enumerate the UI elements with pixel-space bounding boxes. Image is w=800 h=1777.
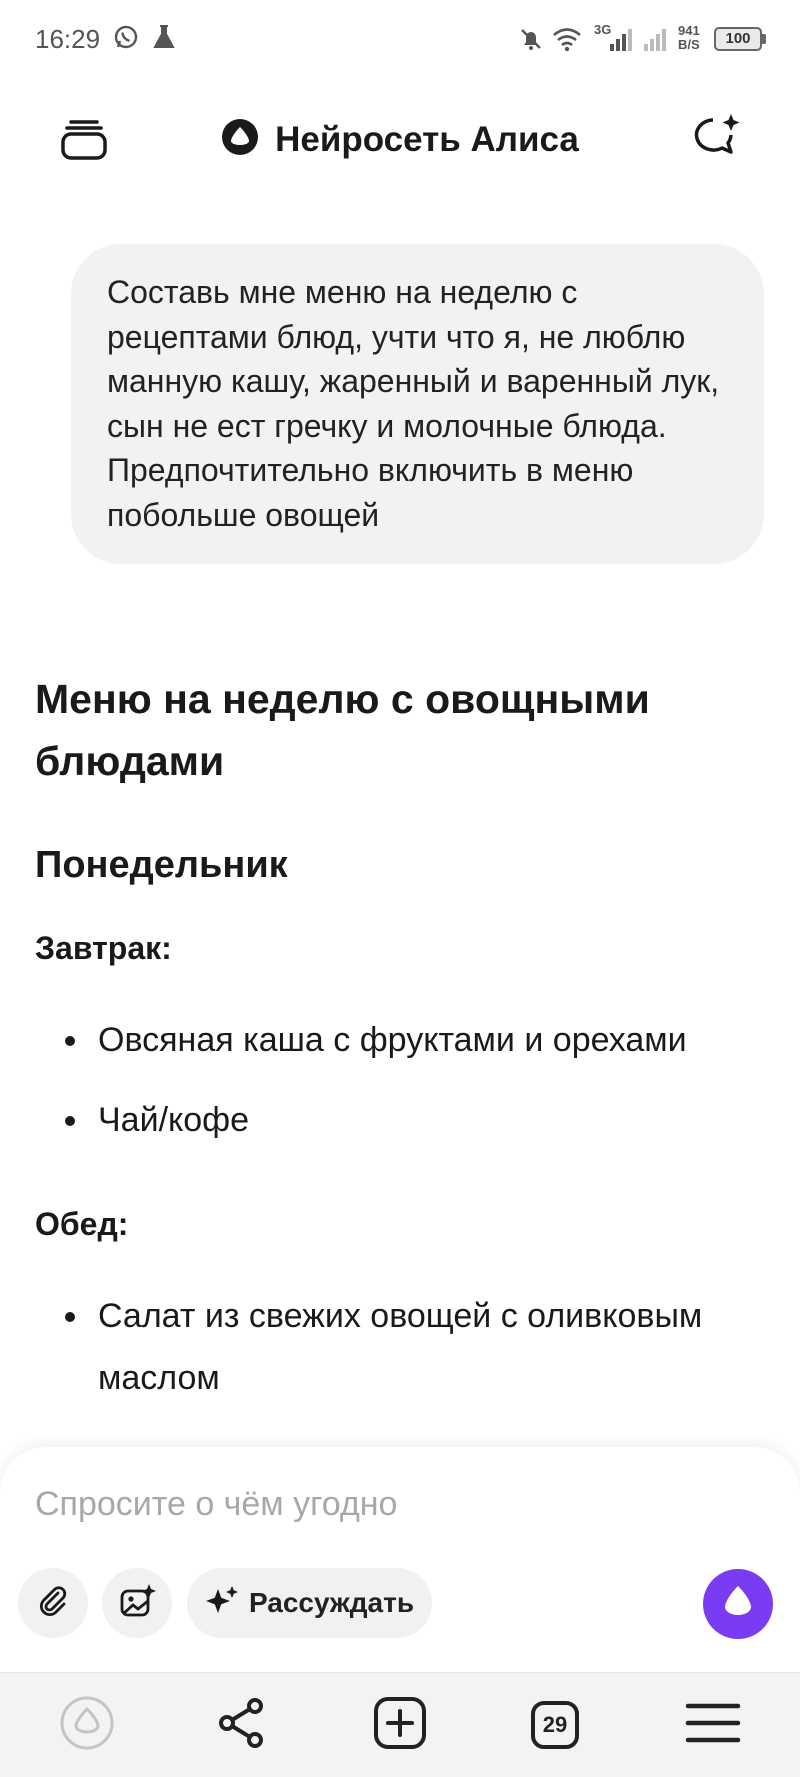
nav-share[interactable] [212,1695,272,1755]
alice-icon [716,1580,760,1629]
nav-new-tab[interactable] [370,1695,430,1755]
alice-voice-button[interactable] [703,1569,773,1639]
page-title: Нейросеть Алиса [275,119,579,159]
image-generate-button[interactable] [102,1568,172,1638]
battery-tip [762,34,766,44]
app-header [0,90,800,190]
share-icon [215,1696,269,1755]
status-bar [0,0,800,80]
breakfast-heading: Завтрак: [35,930,172,966]
nav-alice-home[interactable] [57,1695,117,1755]
flask-icon [152,24,176,55]
attach-button[interactable] [18,1568,88,1638]
new-chat-button[interactable] [688,112,744,168]
sparkles-icon [205,1583,241,1624]
day-heading: Понедельник [35,844,288,886]
lunch-heading: Обед: [35,1206,129,1242]
bell-muted-icon [518,26,544,57]
network-speed-value: 941 [678,23,700,38]
user-message-bubble: Составь мне меню на неделю с рецептами блюд, учти что я, не люблю манную кашу, жаренный и варенный лук, сын не ест гречку и молочные блюда. Предпочтительно включить в меню побольше овощей [71,244,764,564]
list-item: Салат из свежих овощей с оливковым маслом [98,1285,763,1409]
paperclip-icon [36,1584,70,1623]
network-speed-unit: B/S [678,37,700,52]
network-type: 3G [594,22,612,37]
wifi-icon [552,26,582,57]
alice-logo-icon [221,118,259,161]
reason-button[interactable] [187,1568,432,1638]
list-item: Овсяная каша с фруктами и орехами [98,1009,763,1071]
bottom-navigation [0,1672,800,1777]
reason-label: Рассуждать [248,1587,415,1618]
input-panel [0,1447,800,1672]
list-item: Чай/кофе [98,1089,763,1151]
signal-icon [608,26,634,57]
menu-icon [685,1701,741,1750]
network-speed [678,24,700,52]
alice-home-icon [59,1695,115,1756]
signal-weak-icon [642,26,668,57]
new-tab-icon [373,1696,427,1755]
new-chat-sparkle-icon [689,111,743,170]
nav-tabs[interactable] [525,1695,585,1755]
assistant-response [35,668,765,1397]
battery-indicator: 100 [714,27,762,51]
whatsapp-icon [113,24,139,55]
status-time: 16:29 [35,24,101,54]
tabs-count: 29 [531,1701,579,1749]
message-input[interactable]: Спросите о чём угодно [35,1485,398,1523]
header-title-group [0,118,800,161]
image-sparkle-icon [118,1582,156,1625]
nav-menu[interactable] [683,1695,743,1755]
response-title: Меню на неделю с овощными блюдами [35,676,650,784]
